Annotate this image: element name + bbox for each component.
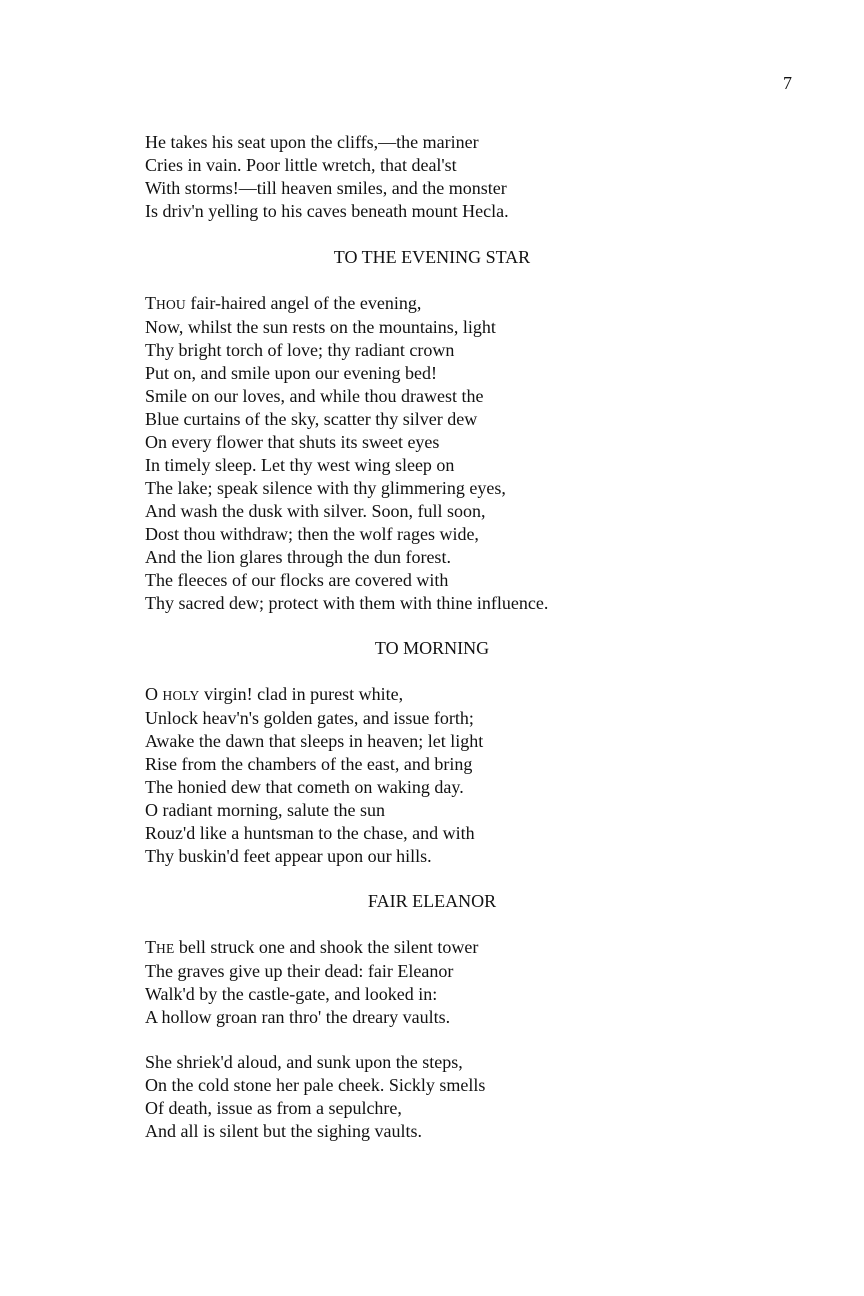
poem-first-line (145, 683, 745, 707)
poem-title-morning: TO MORNING (374, 638, 490, 658)
poem-line: Thy bright torch of love; thy radiant crown (145, 340, 455, 360)
poem-first-line (145, 936, 745, 960)
poem-line: On the cold stone her pale cheek. Sickly smells (145, 1075, 486, 1095)
poem-line: In timely sleep. Let thy west wing sleep on (145, 455, 455, 475)
poem-line: Is driv'n yelling to his caves beneath mount Hecla. (145, 201, 509, 221)
poem-line: Dost thou withdraw; then the wolf rages wide, (145, 524, 479, 544)
first-line-rest: fair-haired angel of the evening, (185, 293, 422, 313)
poem-first-line (145, 292, 745, 316)
poem-line: Cries in vain. Poor little wretch, that deal'st (145, 155, 457, 175)
poem-line: He takes his seat upon the cliffs,—the mariner (145, 132, 479, 152)
poem-title-fair-eleanor: FAIR ELEANOR (367, 891, 497, 911)
poem-line: Walk'd by the castle-gate, and looked in: (145, 984, 438, 1004)
drop-cap: T (145, 937, 156, 957)
poem-line: Now, whilst the sun rests on the mountains, light (145, 317, 496, 337)
small-caps: HOLY (162, 688, 200, 703)
poem-line: Thy sacred dew; protect with them with thine influence. (145, 593, 549, 613)
eleanor-stanza-2 (145, 1051, 745, 1143)
page-number: 7 (783, 73, 792, 93)
poem-line: Unlock heav'n's golden gates, and issue forth; (145, 708, 474, 728)
poem-line: With storms!—till heaven smiles, and the monster (145, 178, 507, 198)
poem-line: A hollow groan ran thro' the dreary vaults. (145, 1007, 451, 1027)
poem-line: And the lion glares through the dun forest. (145, 547, 451, 567)
first-line-rest: virgin! clad in purest white, (199, 684, 404, 704)
poem-line: And wash the dusk with silver. Soon, full soon, (145, 501, 486, 521)
poem-line: The fleeces of our flocks are covered with (145, 570, 449, 590)
poem-line: Of death, issue as from a sepulchre, (145, 1098, 402, 1118)
morning-stanza (145, 683, 745, 868)
poem-line: Smile on our loves, and while thou drawest the (145, 386, 484, 406)
poem-line: She shriek'd aloud, and sunk upon the steps, (145, 1052, 463, 1072)
poem-line: And all is silent but the sighing vaults. (145, 1121, 422, 1141)
eleanor-stanza-1 (145, 936, 745, 1029)
intro-stanza (145, 131, 745, 223)
poem-title-evening-star: TO THE EVENING STAR (333, 247, 531, 267)
poem-line: The honied dew that cometh on waking day. (145, 777, 464, 797)
drop-cap: T (145, 293, 156, 313)
first-line-rest: bell struck one and shook the silent tower (174, 937, 479, 957)
poem-line: On every flower that shuts its sweet eyes (145, 432, 440, 452)
small-caps: HOU (156, 297, 186, 312)
poem-line: Rouz'd like a huntsman to the chase, and with (145, 823, 475, 843)
poem-line: Blue curtains of the sky, scatter thy silver dew (145, 409, 478, 429)
poem-line: Put on, and smile upon our evening bed! (145, 363, 437, 383)
evening-star-stanza (145, 292, 745, 615)
poem-line: Rise from the chambers of the east, and bring (145, 754, 473, 774)
poem-line: Thy buskin'd feet appear upon our hills. (145, 846, 432, 866)
small-caps: HE (156, 941, 175, 956)
poem-line: O radiant morning, salute the sun (145, 800, 385, 820)
poem-line: The graves give up their dead: fair Eleanor (145, 961, 454, 981)
poem-line: Awake the dawn that sleeps in heaven; let light (145, 731, 484, 751)
drop-cap: O (145, 684, 163, 704)
poem-line: The lake; speak silence with thy glimmering eyes, (145, 478, 506, 498)
